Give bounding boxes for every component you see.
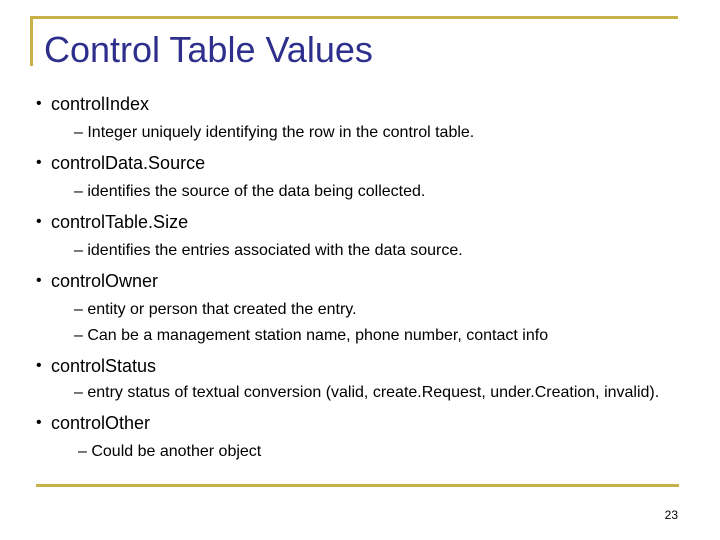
sub-bullet-text: – entity or person that created the entry. xyxy=(74,301,357,318)
sub-bullet xyxy=(74,180,686,204)
sub-bullet-text: – Could be another object xyxy=(78,443,262,460)
bullet-item-control-other: • controlOther xyxy=(36,411,686,435)
sub-bullet xyxy=(74,298,686,322)
bullet-item-control-index: • controlIndex xyxy=(36,92,686,116)
left-rule-line xyxy=(30,16,33,66)
sub-bullet xyxy=(78,440,686,464)
sub-bullet xyxy=(74,121,686,145)
bullet-item-control-data-source: • controlData.Source xyxy=(36,151,686,175)
bullet-item-control-status: • controlStatus xyxy=(36,354,686,378)
page-number: 23 xyxy=(664,508,678,522)
top-rule-line xyxy=(30,16,678,19)
sub-bullet-text: – identifies the entries associated with the data source. xyxy=(74,242,463,259)
sub-bullet-text: – Can be a management station name, phone number, contact info xyxy=(74,327,549,344)
sub-bullet xyxy=(74,383,686,403)
sub-bullet-text: – entry status of textual conversion (valid, create.Request, under.Creation, invalid). xyxy=(74,384,660,401)
sub-bullet-text: – identifies the source of the data being collected. xyxy=(74,183,426,200)
sub-bullet xyxy=(74,239,686,263)
slide-title: Control Table Values xyxy=(44,29,373,70)
bullet-list xyxy=(36,92,686,464)
sub-bullet xyxy=(74,324,686,348)
bullet-item-control-owner: • controlOwner xyxy=(36,269,686,293)
sub-bullet-text: – Integer uniquely identifying the row in the control table. xyxy=(74,124,475,141)
bullet-item-control-table-size: • controlTable.Size xyxy=(36,210,686,234)
bottom-rule-line xyxy=(36,484,679,487)
